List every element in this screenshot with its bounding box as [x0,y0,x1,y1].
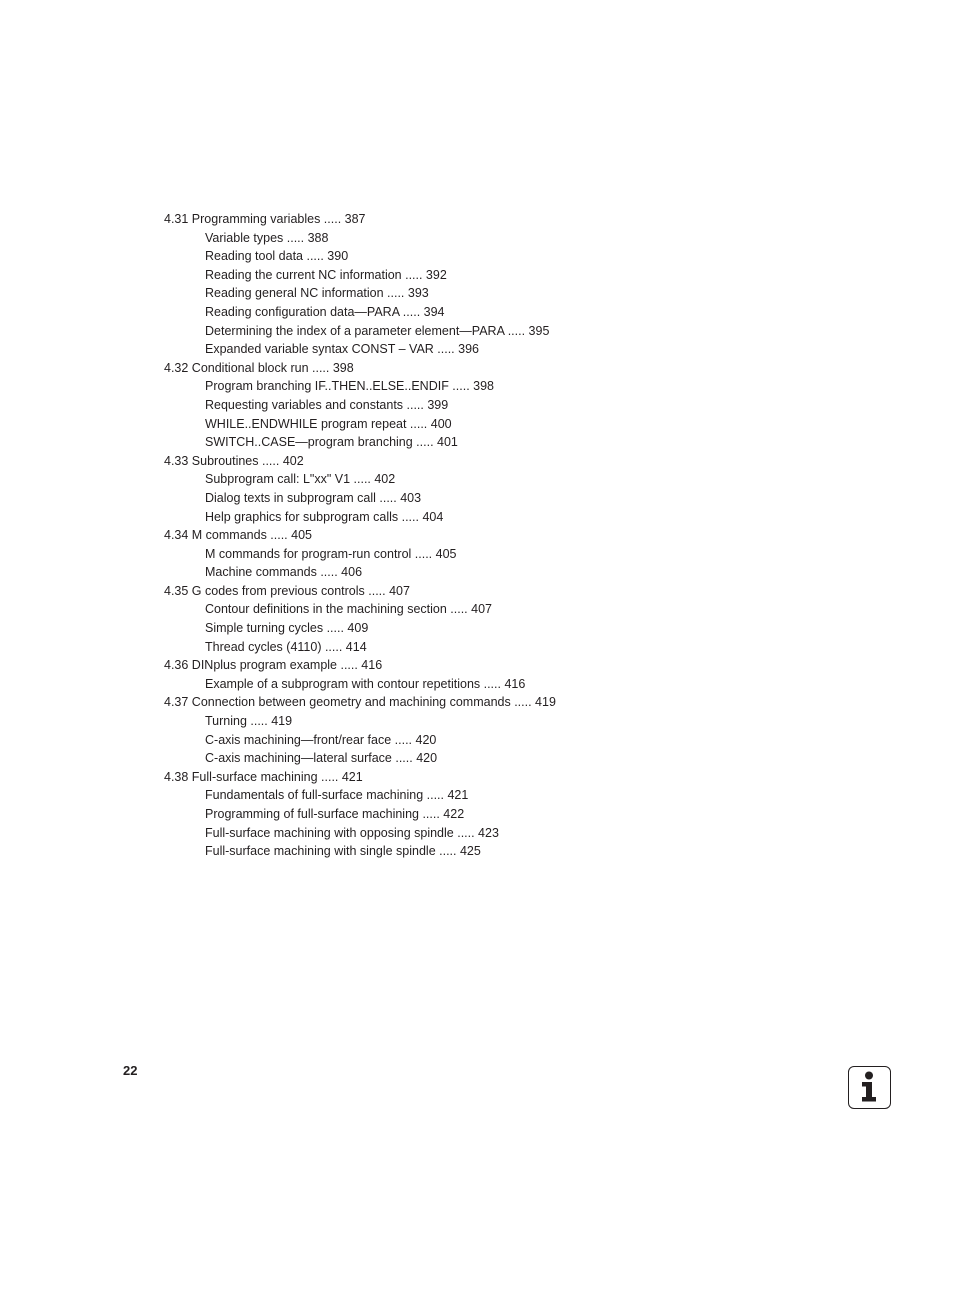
toc-subsection-entry: Reading configuration data—PARA ..... 394 [205,304,445,319]
toc-subsection-entry: Reading general NC information ..... 393 [205,286,429,301]
toc-section-entry: 4.31 Programming variables ..... 387 [164,212,366,226]
toc-subsection-entry: Requesting variables and constants ..... 399 [205,397,449,412]
toc-section-entry: 4.37 Connection between geometry and machining commands ..... 419 [164,695,556,710]
toc-section-entry: 4.32 Conditional block run ..... 398 [164,360,354,375]
toc-subsection-entry: SWITCH..CASE—program branching ..... 401 [205,435,458,450]
toc-subsection-entry: Simple turning cycles ..... 409 [205,621,369,636]
toc-subsection-entry: Help graphics for subprogram calls ..... 404 [205,509,444,524]
table-of-contents [164,210,864,861]
toc-section-entry: 4.36 DINplus program example ..... 416 [164,658,383,673]
toc-section-entry: 4.38 Full-surface machining ..... 421 [164,769,363,784]
toc-section-entry: 4.34 M commands ..... 405 [164,528,312,543]
toc-subsection-entry: Subprogram call: L"xx" V1 ..... 402 [205,472,396,487]
toc-subsection-entry: M commands for program-run control ..... 405 [205,546,457,561]
toc-subsection-entry: Thread cycles (4110) ..... 414 [205,639,367,654]
info-icon [848,1066,891,1109]
toc-subsection-entry: Determining the index of a parameter element—PARA ..... 395 [205,323,550,338]
toc-subsection-entry: Reading the current NC information ..... 392 [205,267,447,282]
toc-subsection-entry: Full-surface machining with opposing spindle ..... 423 [205,825,499,840]
toc-subsection-entry: Programming of full-surface machining ..... 422 [205,807,465,821]
toc-subsection-entry: Expanded variable syntax CONST – VAR ..... 396 [205,342,479,357]
toc-subsection-entry: Example of a subprogram with contour repetitions ..... 416 [205,676,526,691]
toc-subsection-entry: C-axis machining—front/rear face ..... 420 [205,732,437,747]
toc-subsection-entry: Contour definitions in the machining section ..... 407 [205,602,492,617]
toc-subsection-entry: C-axis machining—lateral surface ..... 420 [205,751,438,766]
toc-subsection-entry: Fundamentals of full-surface machining ..... 421 [205,788,469,803]
toc-subsection-entry: WHILE..ENDWHILE program repeat ..... 400 [205,416,452,431]
page-number: 22 [123,1063,138,1078]
toc-subsection-entry: Variable types ..... 388 [205,230,329,245]
toc-subsection-entry: Program branching IF..THEN..ELSE..ENDIF ..... 398 [205,379,494,394]
toc-section-entry: 4.33 Subroutines ..... 402 [164,453,304,468]
toc-subsection-entry: Full-surface machining with single spindle ..... 425 [205,844,481,859]
toc-subsection-entry: Reading tool data ..... 390 [205,249,349,264]
toc-section-entry: 4.35 G codes from previous controls ..... 407 [164,583,410,598]
toc-subsection-entry: Dialog texts in subprogram call ..... 403 [205,490,422,505]
toc-subsection-entry: Turning ..... 419 [205,714,293,729]
toc-subsection-entry: Machine commands ..... 406 [205,565,363,580]
